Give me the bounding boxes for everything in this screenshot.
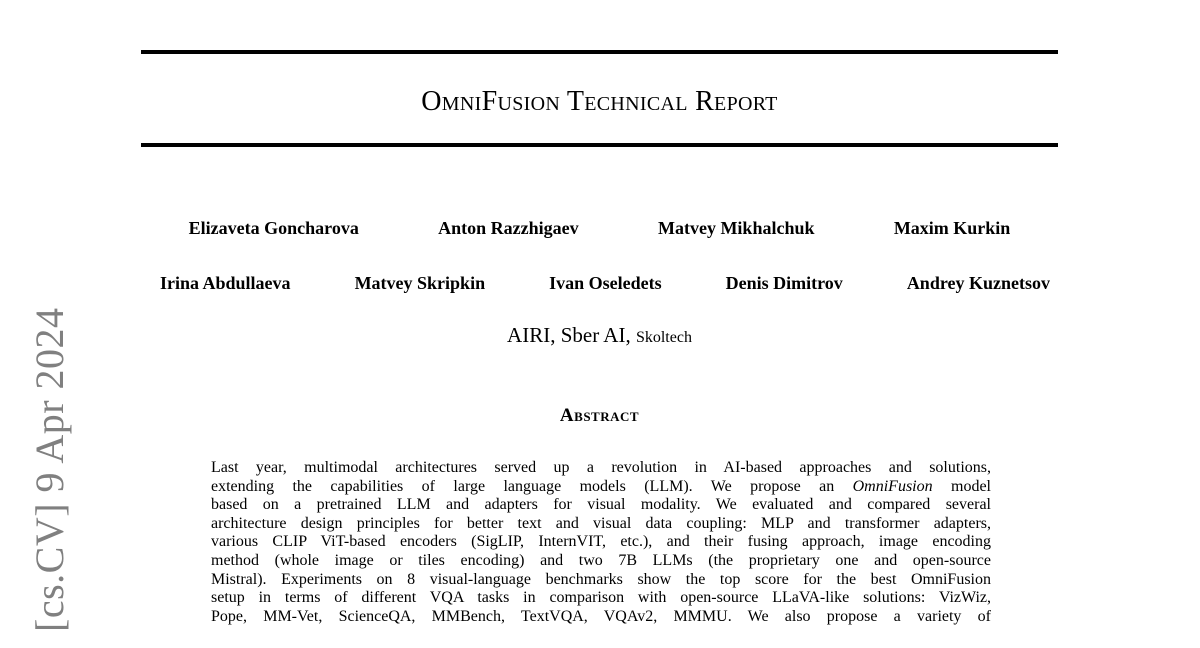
title-rule-top [141, 50, 1058, 54]
abstract-line: Last year, multimodal architectures served up a revolution in AI-based approaches and solutions, [211, 459, 991, 476]
author-name: Irina Abdullaeva [160, 273, 291, 293]
abstract-line-text: model [951, 477, 991, 495]
author-name: Andrey Kuznetsov [906, 273, 1050, 293]
abstract-body [211, 459, 991, 626]
abstract-line [211, 478, 991, 497]
paper-title: OmniFusion Technical Report [421, 86, 778, 117]
abstract-line: Pope, MM-Vet, ScienceQA, MMBench, TextVQA, VQAv2, MMMU. We also propose a variety of [211, 607, 991, 625]
author-name: Ivan Oseledets [549, 273, 662, 293]
abstract-line: method (whole image or tiles encoding) and two 7B LLMs (the proprietary one and open-source [211, 551, 991, 569]
affiliation-small: Skoltech [635, 329, 692, 346]
abstract-line-text: extending the capabilities of large language models (LLM). We propose an [211, 477, 835, 495]
arxiv-stamp: [cs.CV] 9 Apr 2024 [27, 307, 72, 632]
author-name: Matvey Skripkin [354, 273, 486, 293]
title-rule-bottom [141, 143, 1058, 147]
abstract-line: based on a pretrained LLM and adapters for visual modality. We evaluated and compared several [211, 496, 991, 514]
abstract-line: setup in terms of different VQA tasks in comparison with open-source LLaVA-like solutions: VizWiz, [211, 589, 991, 607]
affiliation [141, 322, 1058, 351]
abstract-line: various CLIP ViT-based encoders (SigLIP, InternVIT, etc.), and their fusing approach, image encoding [211, 533, 991, 551]
authors-row-1 [141, 217, 1058, 239]
abstract-line: Mistral). Experiments on 8 visual-language benchmarks show the top score for the best OmniFusion [211, 570, 991, 588]
authors-row-2 [160, 272, 1050, 294]
author-name: Elizaveta Goncharova [188, 218, 359, 238]
abstract-line: architecture design principles for better text and visual data coupling: MLP and transformer adapters, [211, 514, 991, 532]
author-name: Anton Razzhigaev [438, 218, 579, 238]
author-name: Denis Dimitrov [725, 273, 843, 293]
abstract-heading: Abstract [559, 405, 640, 426]
author-name: Matvey Mikhalchuk [657, 218, 815, 238]
author-name: Maxim Kurkin [893, 218, 1011, 238]
abstract-italic-term: OmniFusion [852, 477, 933, 495]
affiliation-main: AIRI, Sber AI, [507, 323, 631, 347]
